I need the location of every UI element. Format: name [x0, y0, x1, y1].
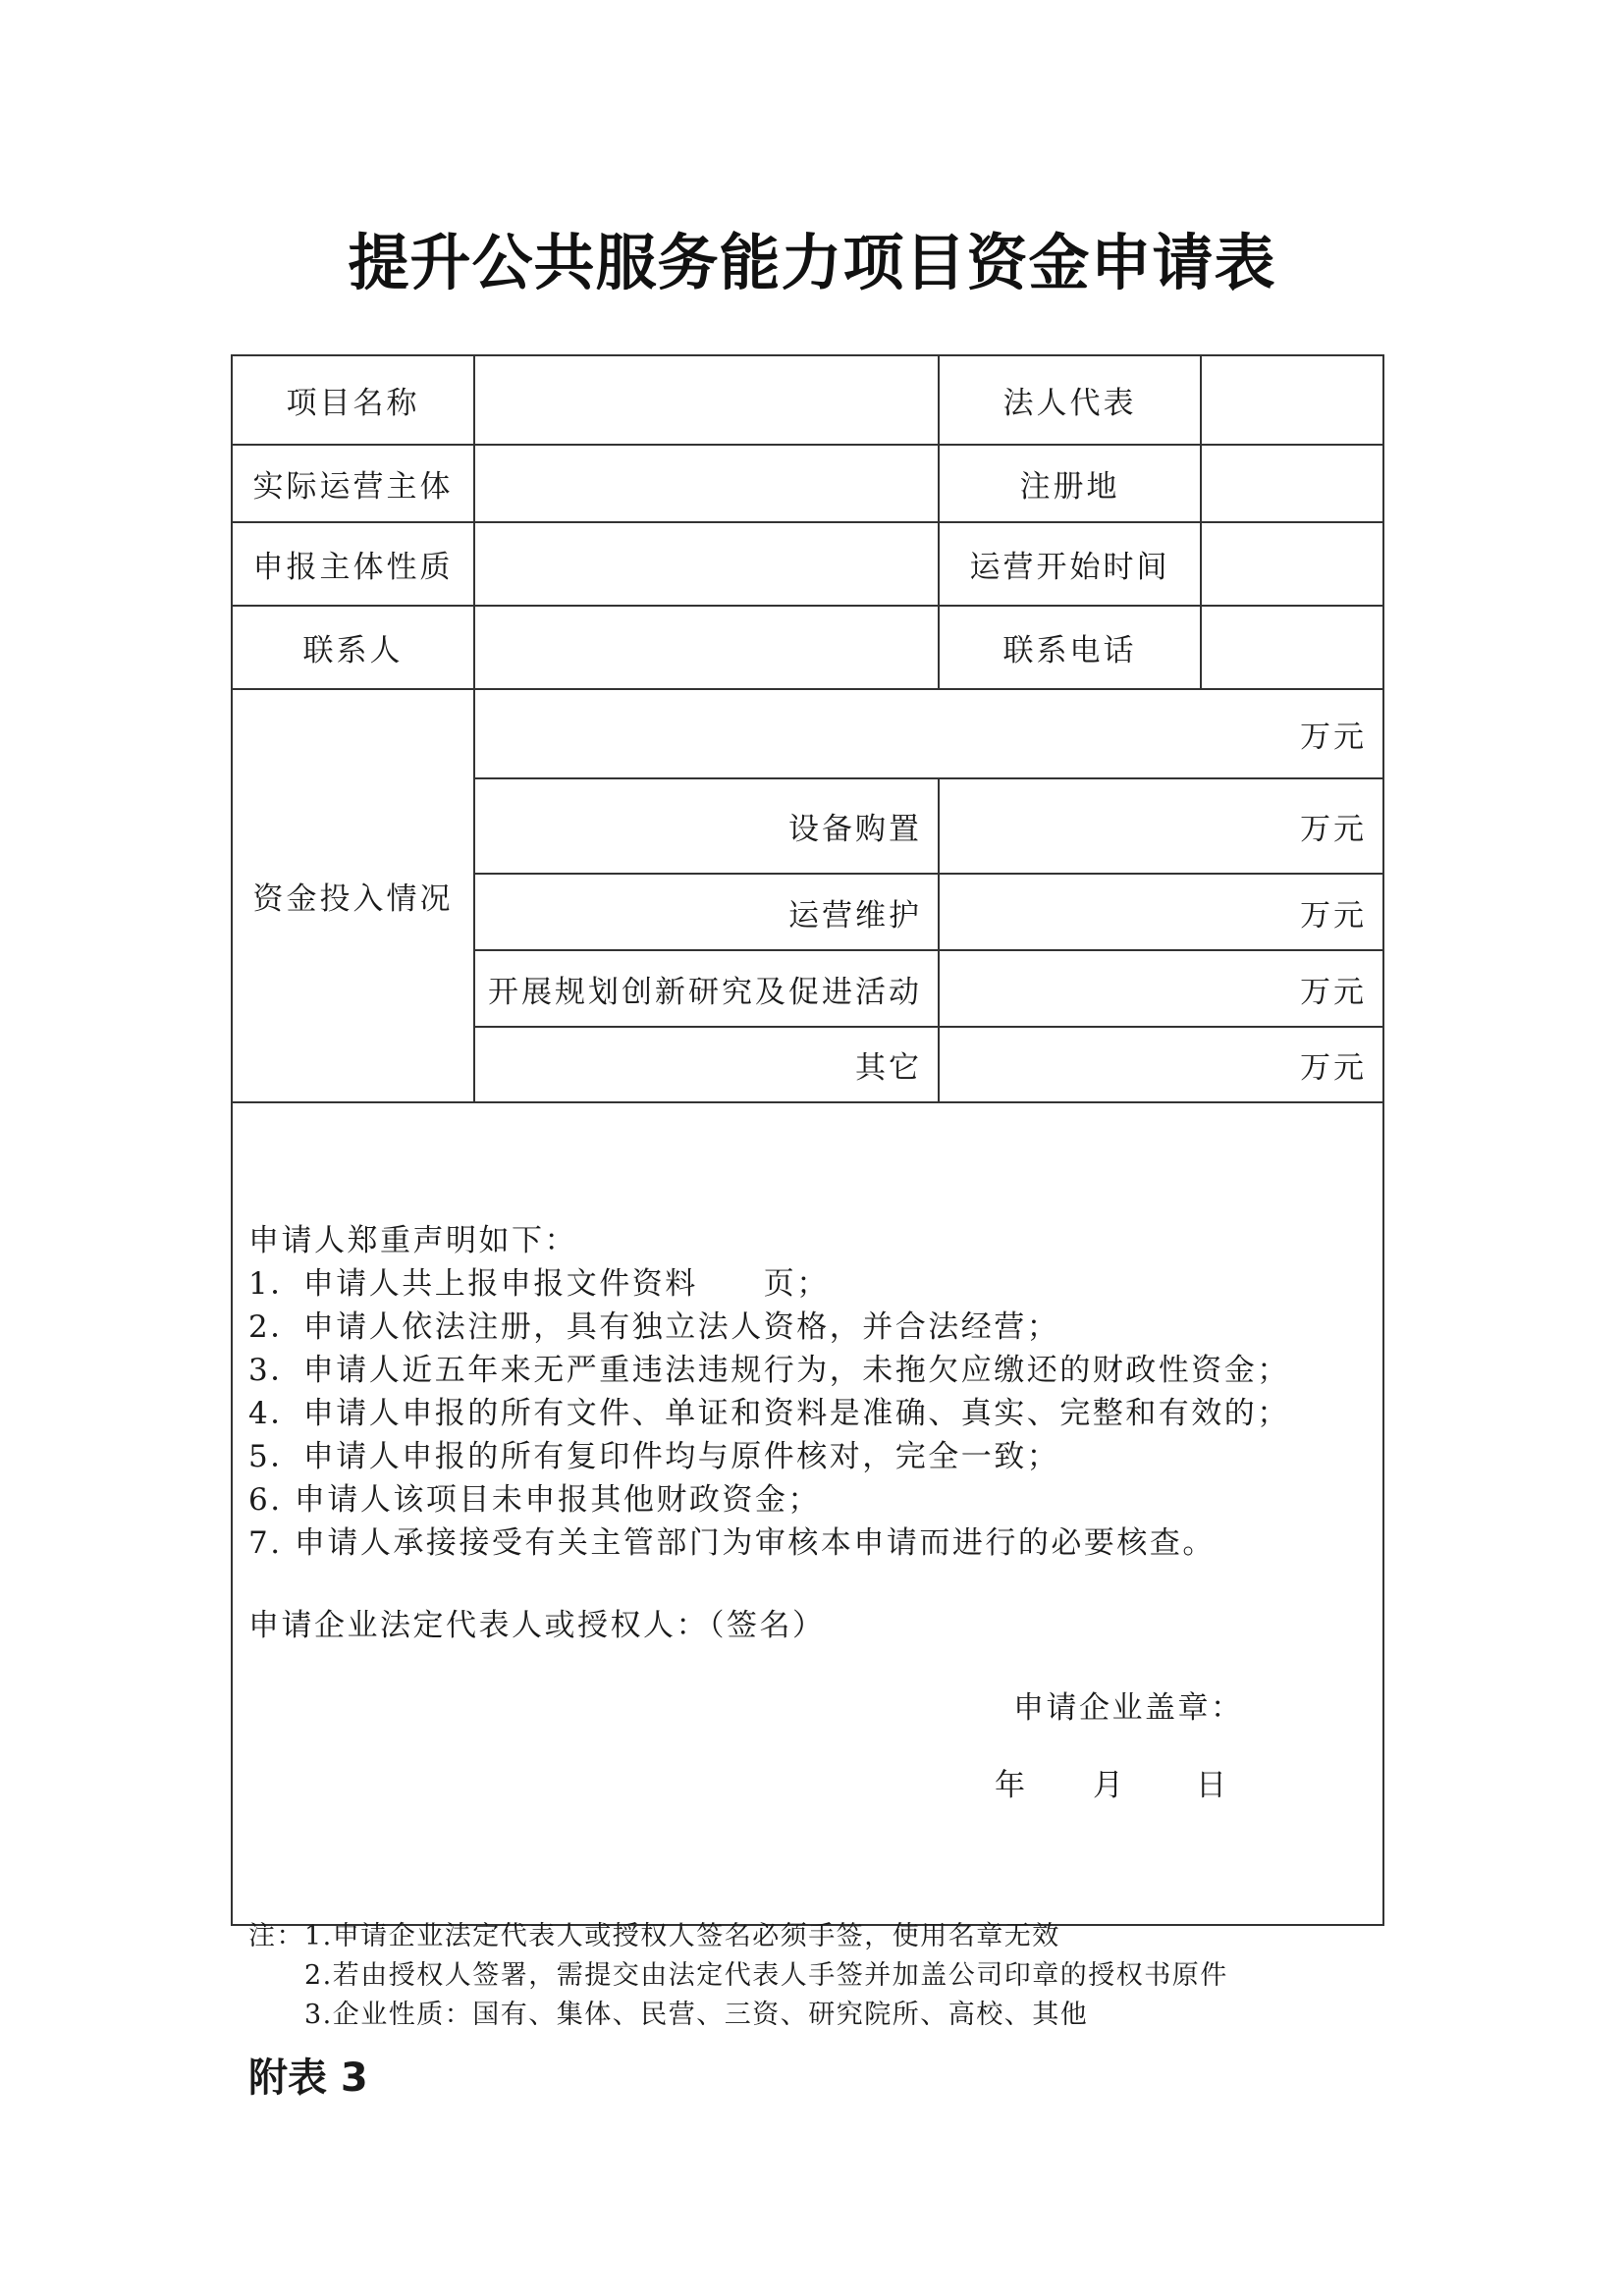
form-title: 提升公共服务能力项目资金申请表 [348, 227, 1276, 298]
entity-nature-label: 申报主体性质 [252, 550, 454, 585]
legal-rep-label: 法人代表 [1002, 386, 1137, 421]
declaration-item: 7. 申请人承接接受有关主管部门为审核本申请而进行的必要核查。 [248, 1525, 1216, 1561]
declaration-item: 3．申请人近五年来无严重违法违规行为，未拖欠应缴还的财政性资金； [248, 1353, 1290, 1388]
reg-place-field[interactable] [1202, 446, 1382, 521]
phone-label: 联系电话 [1002, 633, 1137, 668]
op-start-field[interactable] [1202, 523, 1382, 605]
note-line: 2.若由授权人签署，需提交由法定代表人手签并加盖公司印章的授权书原件 [248, 1960, 1228, 1991]
date-year: 年 [995, 1768, 1025, 1803]
note-line: 3.企业性质：国有、集体、民营、三资、研究院所、高校、其他 [248, 2000, 1089, 2030]
declaration-item: 6. 申请人该项目未申报其他财政资金； [248, 1482, 821, 1518]
declaration-item: 4．申请人申报的所有文件、单证和资料是准确、真实、完整和有效的； [248, 1396, 1290, 1431]
funding-label: 资金投入情况 [252, 881, 454, 917]
declaration-item: 5．申请人申报的所有复印件均与原件核对，完全一致； [248, 1439, 1060, 1474]
funding-row-label: 运营维护 [788, 897, 922, 934]
phone-field[interactable] [1202, 607, 1382, 688]
annex-label: 附表 3 [248, 2056, 368, 2101]
company-seal-line[interactable]: 申请企业盖章： [1013, 1690, 1244, 1726]
declaration-item: 2．申请人依法注册，具有独立法人资格，并合法经营； [248, 1309, 1060, 1345]
reg-place-label: 注册地 [1019, 469, 1120, 505]
funding-total-unit[interactable]: 万元 [1300, 720, 1367, 755]
operator-label: 实际运营主体 [252, 469, 454, 505]
contact-field[interactable] [475, 607, 938, 688]
funding-row-label: 其它 [855, 1050, 922, 1086]
row-divider [231, 1101, 1384, 1103]
signature-line[interactable]: 申请企业法定代表人或授权人：（签名） [248, 1608, 826, 1643]
funding-row-unit[interactable]: 万元 [1300, 1050, 1367, 1086]
date-month: 月 [1093, 1768, 1123, 1803]
funding-row-unit[interactable]: 万元 [1300, 974, 1367, 1010]
funding-row-label: 开展规划创新研究及促进活动 [488, 974, 922, 1010]
legal-rep-field[interactable] [1202, 356, 1382, 444]
contact-label: 联系人 [302, 633, 404, 668]
funding-row-label: 设备购置 [788, 812, 922, 847]
declaration-item: 1．申请人共上报申报文件资料 页； [248, 1266, 830, 1302]
note-line: 注：1.申请企业法定代表人或授权人签名必须手签，使用名章无效 [248, 1921, 1060, 1951]
operator-field[interactable] [475, 446, 938, 521]
op-start-label: 运营开始时间 [969, 550, 1170, 585]
entity-nature-field[interactable] [475, 523, 938, 605]
declaration-intro: 申请人郑重声明如下： [248, 1223, 577, 1258]
declaration [248, 1219, 1378, 1565]
funding-row-unit[interactable]: 万元 [1300, 812, 1367, 847]
notes [248, 1917, 1228, 2035]
project-name-field[interactable] [475, 356, 938, 444]
date-day: 日 [1196, 1768, 1226, 1803]
project-name-label: 项目名称 [286, 386, 420, 421]
funding-row-unit[interactable]: 万元 [1300, 897, 1367, 934]
